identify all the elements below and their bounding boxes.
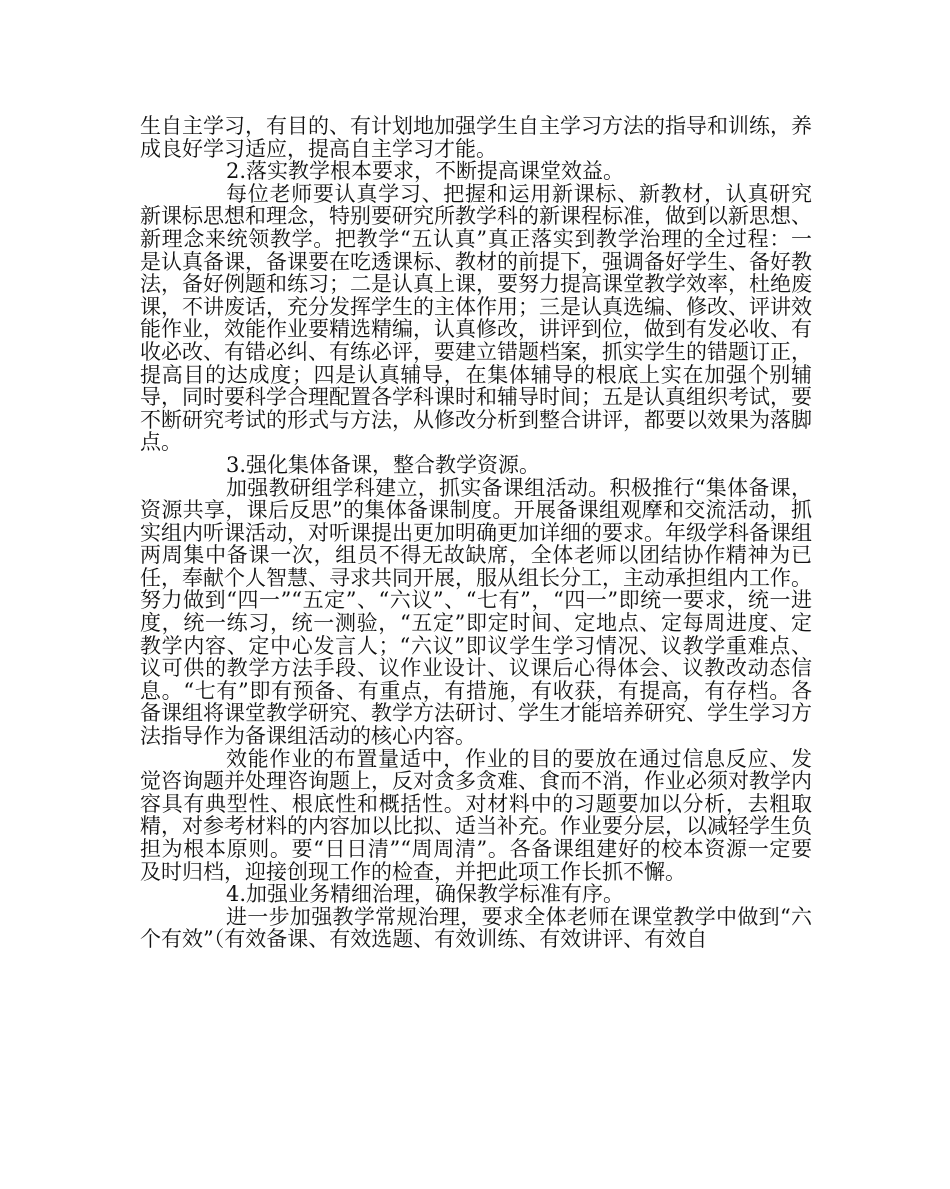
document-page <box>140 115 812 951</box>
section-heading-4: 4.加强业务精细治理，确保教学标准有序。 <box>226 882 625 907</box>
section-heading-2: 2.落实教学根本要求，不断提高课堂效益。 <box>226 159 625 184</box>
section-heading-3: 3.强化集体备课，整合教学资源。 <box>226 452 541 477</box>
paragraph-collective-lesson-prep: 加强教研组学科建立，抓实备课组活动。积极推行“集体备课，资源共享，课后反思”的集体备课制度。开展备课组观摩和交流活动，抓实组内听课活动，对听课提出更加明确更加详细的要求。年级学科备课组两周集中备课一次，组员不得无故缺席，全体老师以团结协作精神为已任，奉献个人智慧、寻求共同开展，服从组长分工，主动承担组内工作。努力做到“四一”“五定”、“六议”、“七有”，“四一”即统一要求，统一进度，统一练习，统一测验，“五定”即定时间、定地点、定每周进度、定教学内容、定中心发言人；“六议”即议学生学习情况、议教学重难点、议可供的教学方法手段、议作业设计、议课后心得体会、议教改动态信息。“七有”即有预备、有重点，有措施，有收获，有提高，有存档。各备课组将课堂教学研究、教学方法研讨、学生才能培养研究、学生学习方法指导作为备课组活动的核心内容。 <box>140 475 812 749</box>
paragraph-five-earnest: 每位老师要认真学习、把握和运用新课标、新教材，认真研究新课标思想和理念，特别要研究所教学科的新课程标准，做到以新思想、新理念来统领教学。把教学“五认真”真正落实到教学治理的全过程：一是认真备课，备课要在吃透课标、教材的前提下，强调备好学生、备好教法，备好例题和练习；二是认真上课，要努力提高课堂教学效率，杜绝废课，不讲废话，充分发挥学生的主体作用；三是认真选编、修改、评讲效能作业，效能作业要精选精编，认真修改，讲评到位，做到有发必收、有收必改、有错必纠、有练必评，要建立错题档案，抓实学生的错题订正，提高目的达成度；四是认真辅导，在集体辅导的根底上实在加强个别辅导，同时要科学合理配置各学科课时和辅导时间；五是认真组织考试，要不断研究考试的形式与方法，从修改分析到整合讲评，都要以效果为落脚点。 <box>140 181 812 455</box>
paragraph-routine-management: 进一步加强教学常规治理，要求全体老师在课堂教学中做到“六个有效”（有效备课、有效选题、有效训练、有效讲评、有效自 <box>140 904 812 952</box>
paragraph-homework: 效能作业的布置量适中，作业的目的要放在通过信息反应、发觉咨询题并处理咨询题上，反对贪多贪难、食而不消，作业必须对教学内容具有典型性、根底性和概括性。对材料中的习题要加以分析，去粗取精，对参考材料的内容加以比拟、适当补充。作业要分层，以减轻学生负担为根本原则。要“日日清”“周周清”。各备课组建好的校本资源一定要及时归档，迎接创现工作的检查，并把此项工作长抓不懈。 <box>140 746 812 884</box>
paragraph-continuation: 生自主学习，有目的、有计划地加强学生自主学习方法的指导和训练，养成良好学习适应，提高自主学习才能。 <box>140 114 812 161</box>
